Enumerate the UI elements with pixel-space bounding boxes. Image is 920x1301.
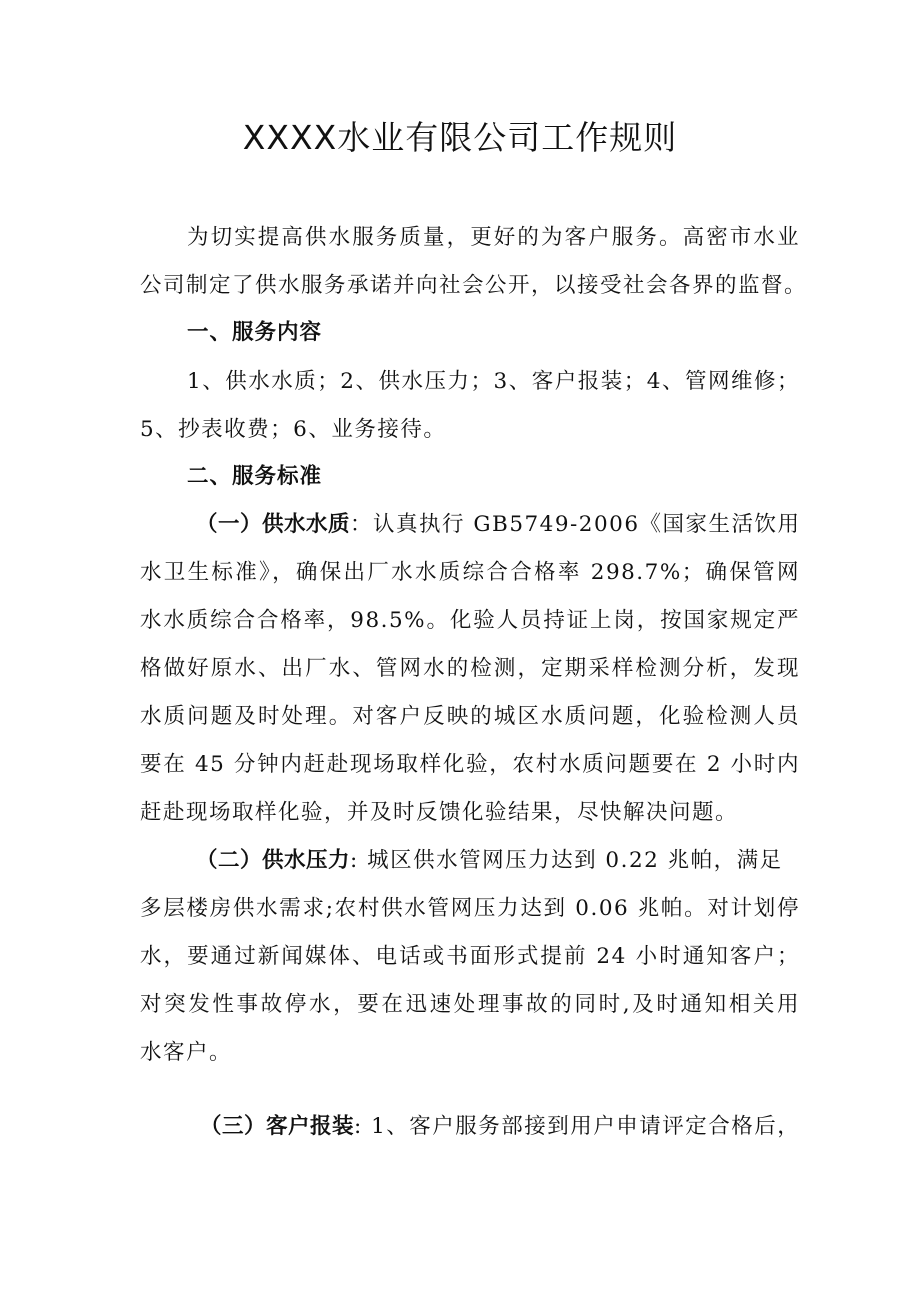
item-1-line-4: 格做好原水、出厂水、管网水的检测，定期采样检测分析，发现 [140,656,800,681]
item-1-line-6: 要在 45 分钟内赶赴现场取样化验，农村水质问题要在 2 小时内 [140,752,800,777]
item-1-line-5: 水质问题及时处理。对客户反映的城区水质问题，化验检测人员 [140,704,800,729]
section-1-line-1: 1、供水水质；2、供水压力；3、客户报装；4、管网维修； [187,369,800,394]
item-3-line-1 [200,1112,800,1142]
item-1-line-2: 水卫生标准》，确保出厂水水质综合合格率 298.7%；确保管网 [140,560,800,585]
item-2-line-1 [196,846,800,876]
item-3-line-1-text: : 1、客户服务部接到用户申请评定合格后， [354,1114,801,1139]
document-title: XXXX水业有限公司工作规则 [242,118,678,157]
item-1-label: （一）供水水质 [196,512,351,537]
item-2-label: （二）供水压力 [196,848,351,873]
item-1-line-1 [196,510,800,540]
item-2-line-1-text: : 城区供水管网压力达到 0.22 兆帕，满足 [350,848,783,873]
item-1-line-7: 赶赴现场取样化验，并及时反馈化验结果，尽快解决问题。 [140,800,739,825]
item-3-label: （三）客户报装 [200,1114,355,1139]
section-1-line-2: 5、抄表收费；6、业务接待。 [140,417,447,442]
item-1-line-1-text: ：认真执行 GB5749-2006《国家生活饮用 [350,512,801,537]
item-1-line-3: 水水质综合合格率，98.5%。化验人员持证上岗，按国家规定严 [140,608,800,633]
section-2-heading: 二、服务标准 [187,464,323,489]
item-2-line-2: 多层楼房供水需求;农村供水管网压力达到 0.06 兆帕。对计划停 [140,896,800,921]
item-2-line-4: 对突发性事故停水，要在迅速处理事故的同时,及时通知相关用 [140,992,800,1017]
item-2-line-5: 水客户。 [140,1040,233,1065]
intro-line-1: 为切实提高供水服务质量，更好的为客户服务。高密市水业 [187,225,800,250]
item-2-line-3: 水，要通过新闻媒体、电话或书面形式提前 24 小时通知客户； [140,944,800,969]
intro-line-2: 公司制定了供水服务承诺并向社会公开，以接受社会各界的监督。 [140,273,808,298]
section-1-heading: 一、服务内容 [187,320,323,345]
